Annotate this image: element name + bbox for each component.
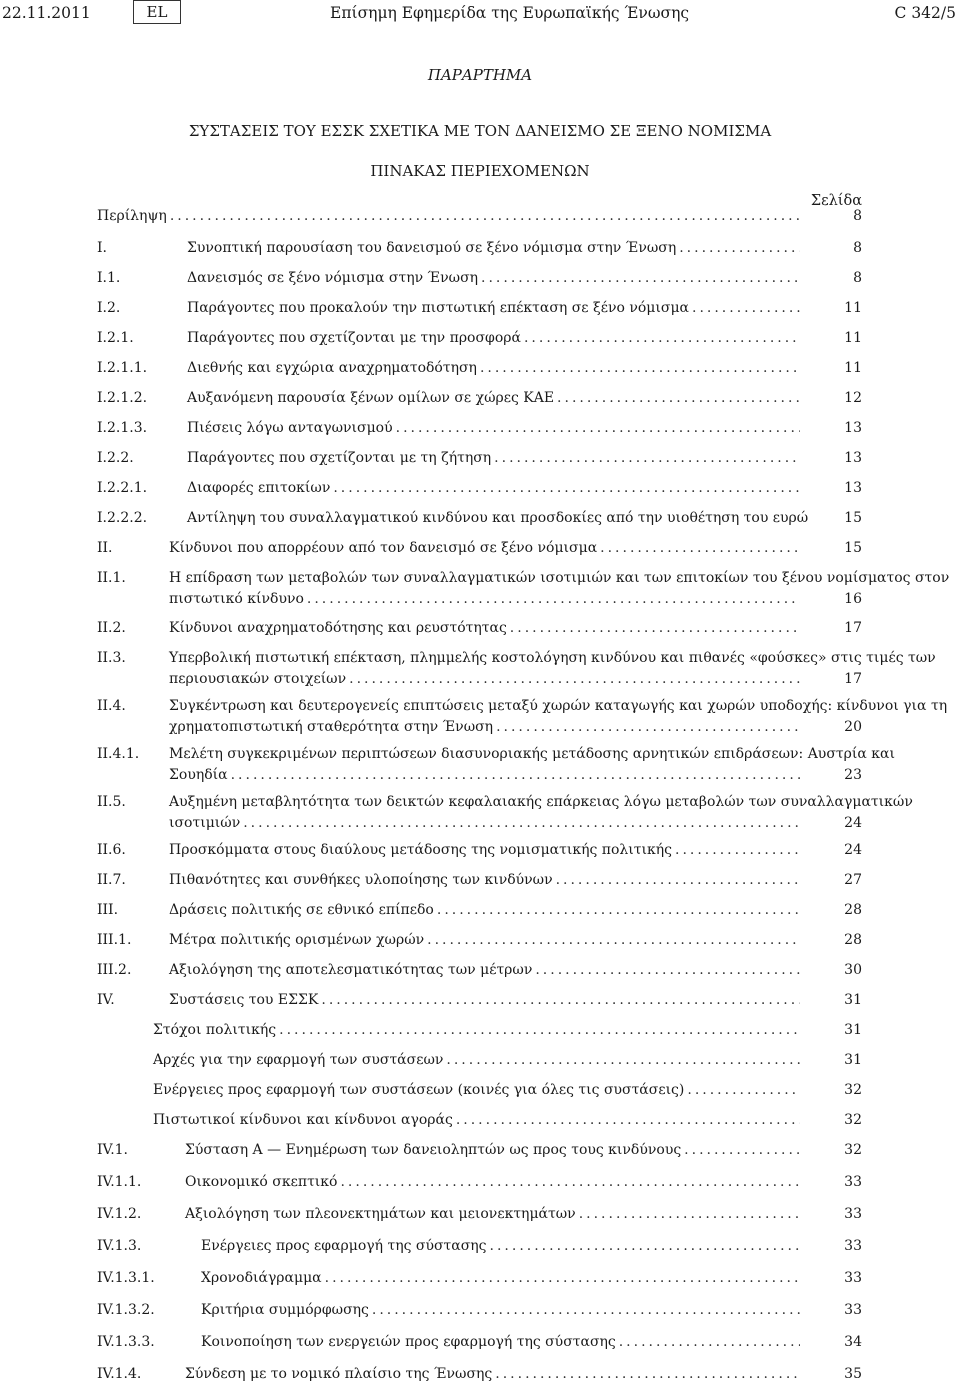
toc-entry-number: I.2.2.2.: [97, 510, 148, 526]
dot-leader: [553, 870, 800, 891]
document-title: ΣΥΣΤΑΣΕΙΣ ΤΟΥ ΕΣΣΚ ΣΧΕΤΙΚΑ ΜΕ ΤΟΝ ΔΑΝΕΙΣΜΟ ΣΕ ΞΕΝΟ ΝΟΜΙΣΜΑ: [188, 122, 772, 140]
toc-entry-number: IV.1.: [97, 1142, 129, 1158]
toc-entry-text: Σουηδία: [169, 767, 228, 783]
toc-entry-number: II.6.: [97, 842, 126, 858]
toc-entry-number: I.2.1.1.: [97, 360, 148, 376]
toc-entry-text: Διαφορές επιτοκίων: [187, 480, 331, 496]
toc-entry-page: 34: [844, 1334, 862, 1350]
toc-entry-page: 11: [844, 360, 862, 376]
toc-entry-number: III.: [97, 902, 119, 918]
dot-leader: [424, 930, 800, 951]
dot-leader: [228, 765, 800, 786]
dot-leader: [453, 1110, 800, 1131]
toc-entry-page: 35: [844, 1366, 862, 1382]
toc-entry-number: III.2.: [97, 962, 132, 978]
toc-entry-number: IV.1.4.: [97, 1366, 142, 1382]
toc-entry-number: II.5.: [97, 794, 126, 810]
toc-entry-text: Κίνδυνοι που απορρέουν από τον δανεισμό σε ξένο νόμισμα: [169, 540, 598, 556]
toc-entry-text: Σύσταση Α — Ενημέρωση των δανειοληπτών ως προς τους κινδύνους: [185, 1142, 682, 1158]
dot-leader: [491, 448, 800, 469]
dot-leader: [346, 669, 800, 690]
dot-leader: [493, 717, 800, 738]
journal-title: Επίσημη Εφημερίδα της Ευρωπαϊκής Ένωσης: [330, 4, 690, 22]
dot-leader: [477, 358, 800, 379]
annex-heading: ΠΑΡΑΡΤΗΜΑ: [427, 66, 533, 84]
toc-entry-text: περιουσιακών στοιχείων: [169, 671, 347, 687]
toc-entry-page: 30: [844, 962, 862, 978]
dot-leader: [532, 960, 800, 981]
toc-entry-number: IV.1.3.1.: [97, 1270, 155, 1286]
toc-entry-text: Αυξανόμενη παρουσία ξένων ομίλων σε χώρες ΚΑΕ: [187, 390, 555, 406]
toc-entry-text: Κριτήρια συμμόρφωσης: [201, 1302, 369, 1318]
dot-leader: [393, 418, 800, 439]
dot-leader: [689, 298, 800, 319]
toc-entry-text: Χρονοδιάγραμμα: [201, 1270, 322, 1286]
toc-entry-number: III.1.: [97, 932, 132, 948]
dot-leader: [597, 538, 800, 559]
dot-leader: [808, 508, 811, 529]
toc-entry-page: 32: [844, 1112, 862, 1128]
toc-entry-page: 15: [844, 540, 862, 556]
dot-leader: [616, 1332, 800, 1353]
toc-entry-page: 13: [844, 450, 862, 466]
toc-entry-page: 8: [853, 270, 862, 286]
toc-entry-page: 32: [844, 1082, 862, 1098]
toc-entry-text-line: Υπερβολική πιστωτική επέκταση, πλημμελής κοστολόγηση κινδύνου και πιθανές «φούσκες» στις τιμές των: [169, 650, 936, 666]
toc-entry-text: Οικονομικό σκεπτικό: [185, 1174, 338, 1190]
toc-entry-page: 33: [844, 1174, 862, 1190]
toc-entry-number: IV.1.3.2.: [97, 1302, 155, 1318]
toc-entry-page: 11: [844, 330, 862, 346]
toc-entry-page: 23: [844, 767, 862, 783]
toc-entry-text-line: Αυξημένη μεταβλητότητα των δεικτών κεφαλαιακής επάρκειας λόγω μεταβολών των συναλλαγματικών: [169, 794, 913, 810]
toc-entry-text-line: Η επίδραση των μεταβολών των συναλλαγματικών ισοτιμιών και των επιτοκίων του ξένου νομίσματος στον: [169, 570, 950, 586]
toc-entry-text: Αξιολόγηση των πλεονεκτημάτων και μειονεκτημάτων: [185, 1206, 576, 1222]
dot-leader: [318, 990, 800, 1011]
dot-leader: [443, 1050, 800, 1071]
language-badge: EL: [133, 0, 181, 24]
toc-entry-number: IV.1.3.3.: [97, 1334, 155, 1350]
toc-entry-page: 11: [844, 300, 862, 316]
dot-leader: [684, 1080, 800, 1101]
dot-leader: [492, 1364, 800, 1385]
dot-leader: [554, 388, 800, 409]
page-column-heading: Σελίδα: [810, 193, 862, 209]
dot-leader: [434, 900, 800, 921]
toc-entry-page: 17: [844, 671, 862, 687]
toc-entry-text: πιστωτικό κίνδυνο: [169, 591, 304, 607]
toc-entry-text: Συστάσεις του ΕΣΣΚ: [169, 992, 319, 1008]
toc-entry-text: Συνοπτική παρουσίαση του δανεισμού σε ξένο νόμισμα στην Ένωση: [187, 240, 677, 256]
toc-entry-text: Σύνδεση με το νομικό πλαίσιο της Ένωσης: [185, 1366, 493, 1382]
toc-entry-page: 8: [853, 240, 862, 256]
toc-entry-text: Ενέργειες προς εφαρμογή των συστάσεων (κοινές για όλες τις συστάσεις): [153, 1082, 685, 1098]
dot-leader: [330, 478, 800, 499]
toc-entry-text: ισοτιμιών: [169, 815, 241, 831]
dot-leader: [304, 589, 800, 610]
toc-entry-page: 13: [844, 480, 862, 496]
toc-entry-number: I.2.2.: [97, 450, 134, 466]
toc-entry-number: I.1.: [97, 270, 121, 286]
toc-entry-number: II.3.: [97, 650, 126, 666]
toc-entry-number: I.2.2.1.: [97, 480, 148, 496]
toc-entry-page: 33: [844, 1238, 862, 1254]
dot-leader: [276, 1020, 800, 1041]
toc-entry-page: 16: [844, 591, 862, 607]
toc-entry-page: 28: [844, 902, 862, 918]
toc-entry-text: Παράγοντες που προκαλούν την πιστωτική επέκταση σε ξένο νόμισμα: [187, 300, 689, 316]
toc-entry-page: 32: [844, 1142, 862, 1158]
toc-entry-number: IV.1.2.: [97, 1206, 142, 1222]
dot-leader: [322, 1268, 800, 1289]
toc-entry-page: 31: [844, 1022, 862, 1038]
toc-entry-text-line: Συγκέντρωση και δευτερογενείς επιπτώσεις μεταξύ χωρών καταγωγής και χωρών υποδοχής: κίνδυνοι για τη: [169, 698, 948, 714]
toc-entry-number: II.2.: [97, 620, 126, 636]
toc-entry-text: Αξιολόγηση της αποτελεσματικότητας των μέτρων: [169, 962, 533, 978]
toc-entry-page: 17: [844, 620, 862, 636]
dot-leader: [507, 618, 800, 639]
dot-leader: [167, 206, 800, 227]
toc-entry-number: IV.1.1.: [97, 1174, 142, 1190]
toc-entry-number: I.2.: [97, 300, 121, 316]
toc-entry-text: Πιθανότητες και συνθήκες υλοποίησης των κινδύνων: [169, 872, 553, 888]
toc-entry-text: Περίληψη: [97, 208, 167, 224]
dot-leader: [337, 1172, 800, 1193]
dot-leader: [369, 1300, 800, 1321]
toc-entry-page: 31: [844, 1052, 862, 1068]
toc-entry-page: 8: [853, 208, 862, 224]
toc-entry-page: 24: [844, 842, 862, 858]
toc-entry-text: Προσκόμματα στους διαύλους μετάδοσης της νομισματικής πολιτικής: [169, 842, 672, 858]
toc-entry-number: II.7.: [97, 872, 126, 888]
dot-leader: [676, 238, 800, 259]
toc-entry-page: 12: [844, 390, 862, 406]
toc-entry-text: Διεθνής και εγχώρια αναχρηματοδότηση: [187, 360, 477, 376]
dot-leader: [487, 1236, 800, 1257]
toc-entry-number: II.1.: [97, 570, 126, 586]
toc-entry-text: Κίνδυνοι αναχρηματοδότησης και ρευστότητας: [169, 620, 507, 636]
toc-entry-text-line: Μελέτη συγκεκριμένων περιπτώσεων διασυνοριακής μετάδοσης αρνητικών επιδράσεων: Αυστρία και: [169, 746, 895, 762]
toc-entry-text: χρηματοπιστωτική σταθερότητα στην Ένωση: [169, 719, 494, 735]
toc-entry-page: 20: [844, 719, 862, 735]
toc-entry-page: 15: [844, 510, 862, 526]
toc-entry-number: I.2.1.: [97, 330, 134, 346]
toc-entry-text: Αρχές για την εφαρμογή των συστάσεων: [153, 1052, 444, 1068]
dot-leader: [672, 840, 800, 861]
toc-entry-number: II.4.: [97, 698, 126, 714]
dot-leader: [681, 1140, 800, 1161]
page-reference: C 342/5: [894, 4, 956, 22]
toc-entry-number: IV.: [97, 992, 115, 1008]
toc-entry-text: Δράσεις πολιτικής σε εθνικό επίπεδο: [169, 902, 434, 918]
toc-entry-page: 31: [844, 992, 862, 1008]
toc-entry-number: I.: [97, 240, 107, 256]
toc-entry-page: 33: [844, 1270, 862, 1286]
toc-entry-text: Παράγοντες που σχετίζονται με την προσφορά: [187, 330, 521, 346]
toc-entry-number: I.2.1.2.: [97, 390, 148, 406]
toc-entry-text: Στόχοι πολιτικής: [153, 1022, 277, 1038]
toc-entry-page: 27: [844, 872, 862, 888]
toc-entry-number: II.: [97, 540, 113, 556]
journal-header: [0, 3, 960, 27]
toc-entry-text: Παράγοντες που σχετίζονται με τη ζήτηση: [187, 450, 492, 466]
toc-entry-number: I.2.1.3.: [97, 420, 148, 436]
dot-leader: [576, 1204, 800, 1225]
toc-entry-text: Κοινοποίηση των ενεργειών προς εφαρμογή της σύστασης: [201, 1334, 616, 1350]
toc-heading: ΠΙΝΑΚΑΣ ΠΕΡΙΕΧΟΜΕΝΩΝ: [370, 162, 590, 180]
issue-date: 22.11.2011: [2, 4, 91, 22]
dot-leader: [240, 813, 800, 834]
dot-leader: [521, 328, 800, 349]
toc-entry-text: Ενέργειες προς εφαρμογή της σύστασης: [201, 1238, 487, 1254]
toc-entry-number: IV.1.3.: [97, 1238, 142, 1254]
toc-entry-text: Πιστωτικοί κίνδυνοι και κίνδυνοι αγοράς: [153, 1112, 453, 1128]
toc-entry-text: Αντίληψη του συναλλαγματικού κινδύνου και προσδοκίες από την υιοθέτηση του ευρώ: [187, 510, 809, 526]
toc-entry-page: 33: [844, 1302, 862, 1318]
toc-entry-page: 33: [844, 1206, 862, 1222]
toc-entry-text: Πιέσεις λόγω ανταγωνισμού: [187, 420, 393, 436]
toc-entry-page: 28: [844, 932, 862, 948]
toc-entry-number: II.4.1.: [97, 746, 140, 762]
dot-leader: [478, 268, 800, 289]
toc-entry-text: Δανεισμός σε ξένο νόμισμα στην Ένωση: [187, 270, 479, 286]
toc-entry-text: Μέτρα πολιτικής ορισμένων χωρών: [169, 932, 425, 948]
toc-entry-page: 13: [844, 420, 862, 436]
toc-entry-page: 24: [844, 815, 862, 831]
